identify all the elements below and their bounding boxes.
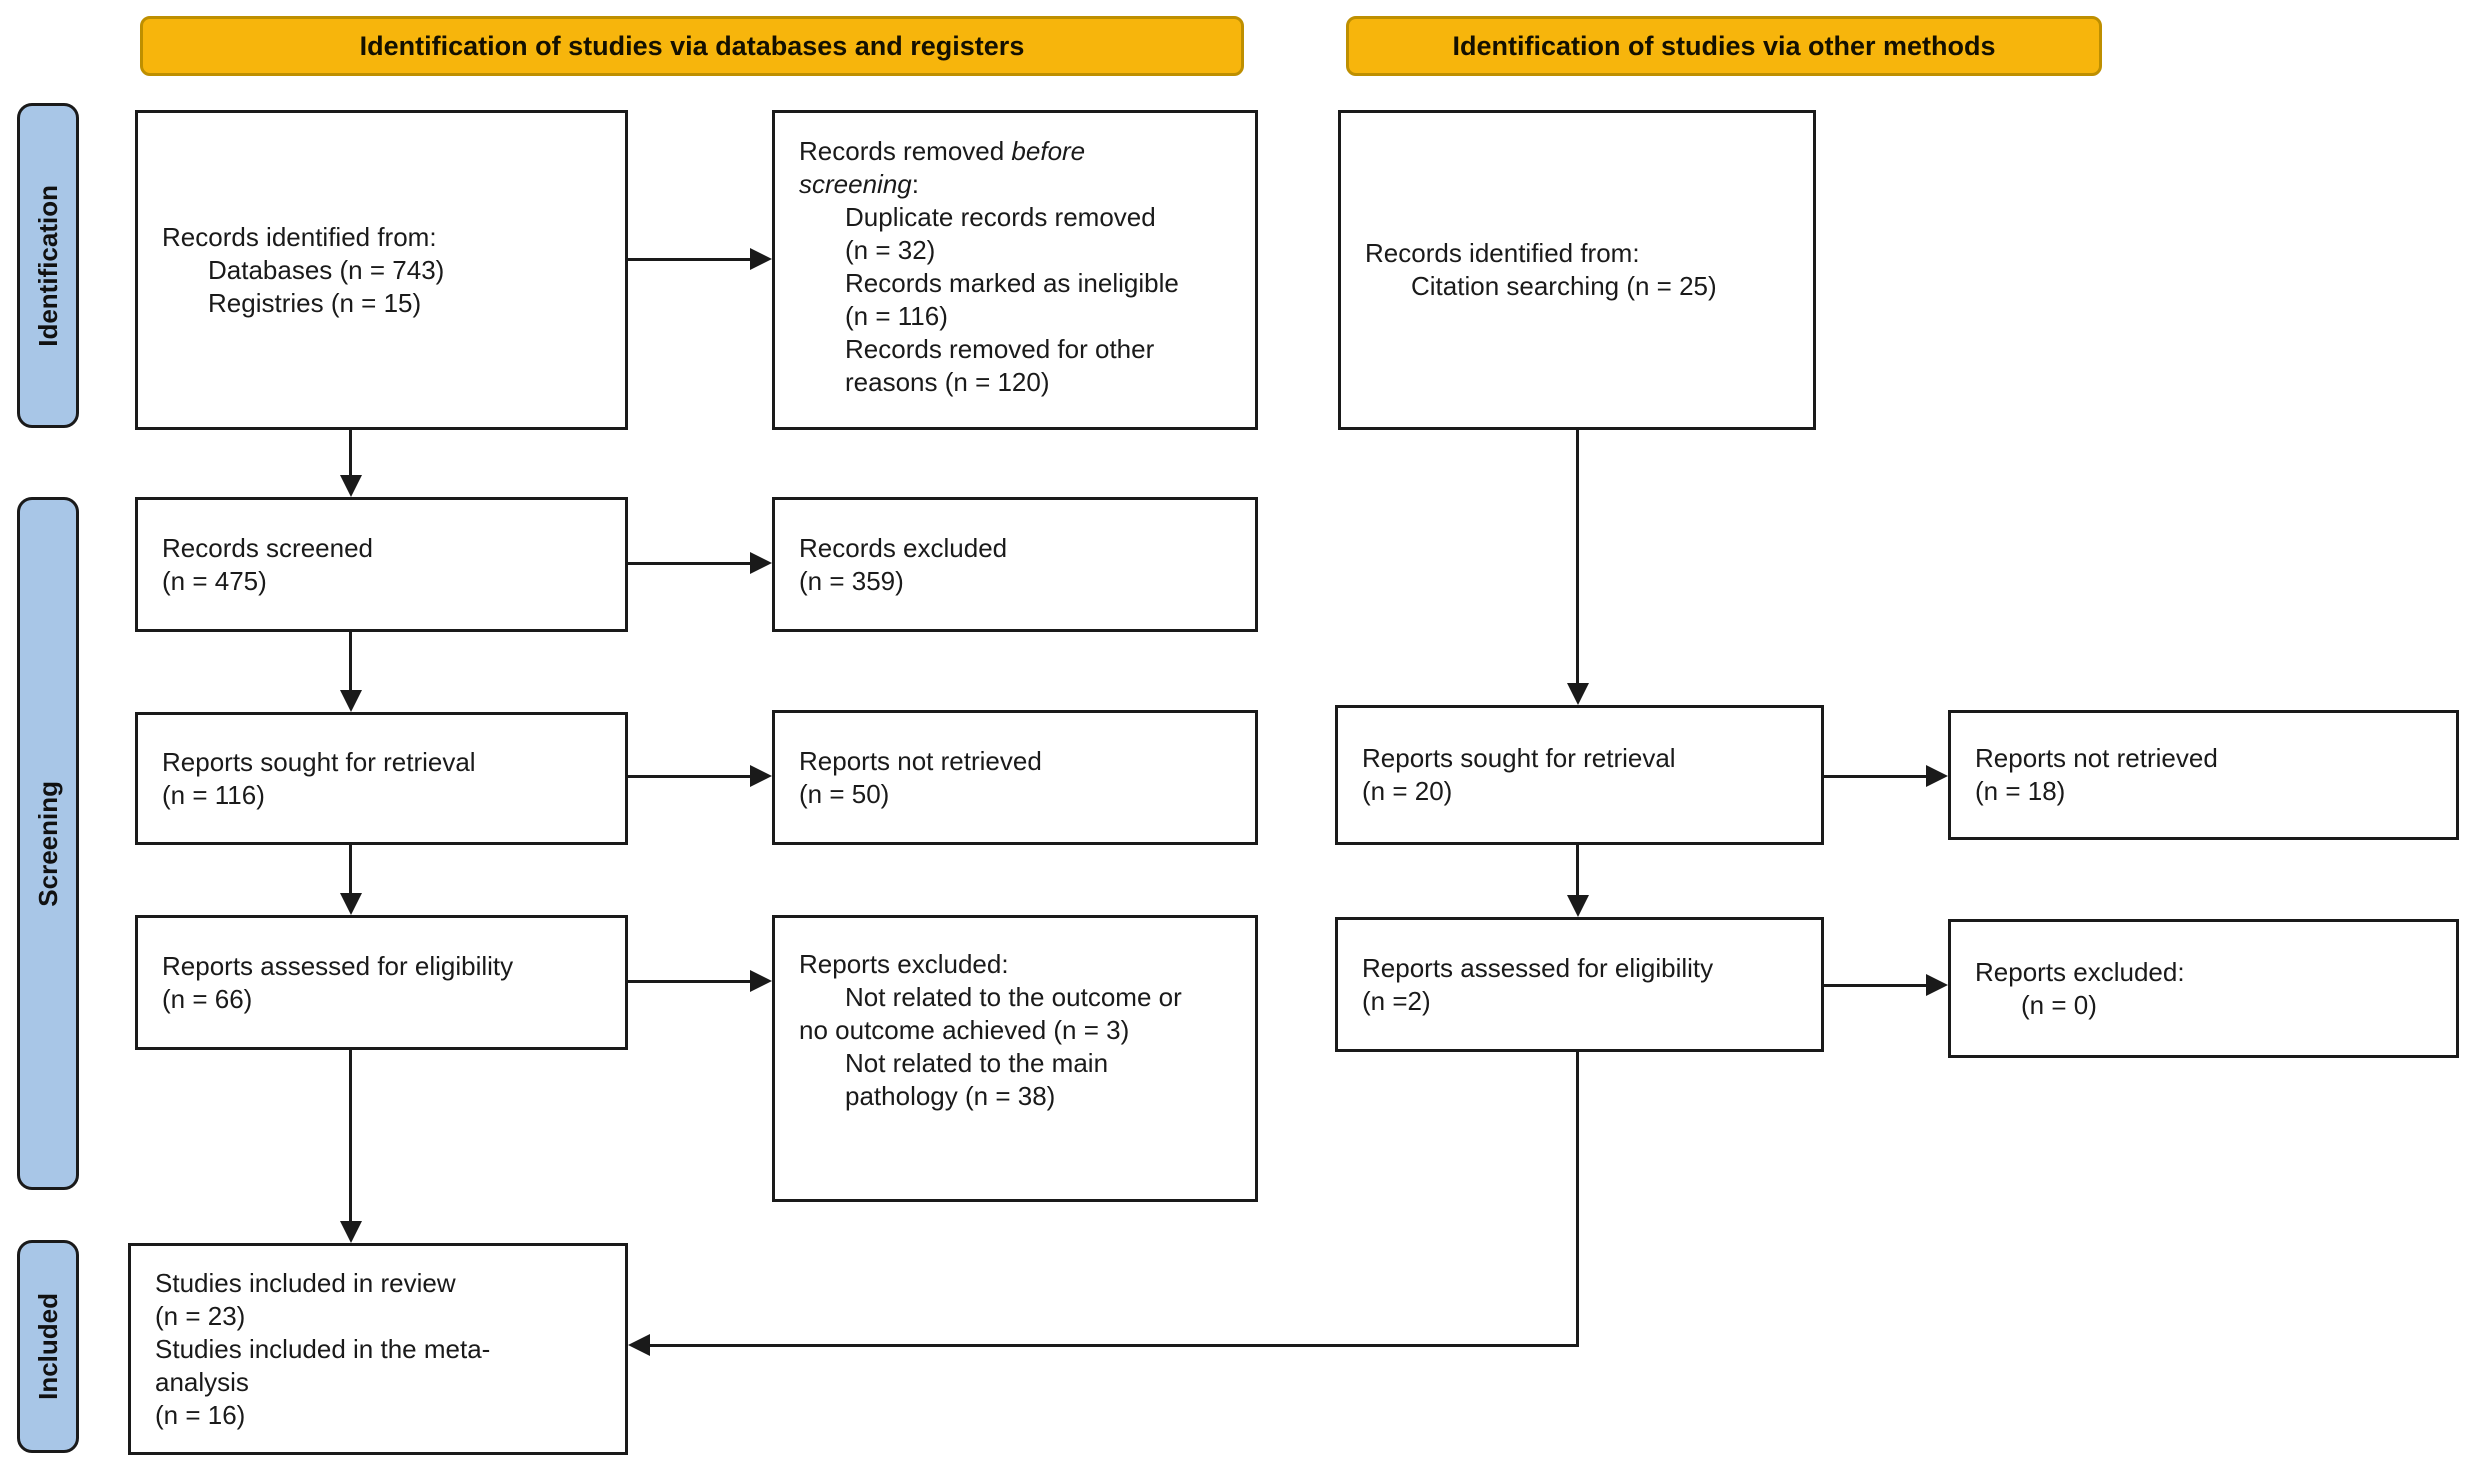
- box-reports-excluded-databases-text: [799, 948, 1182, 1113]
- arrow-assessed-to-excluded-line: [628, 980, 750, 983]
- arrow-sought-other-to-assessed-line: [1576, 845, 1579, 895]
- text-line: Studies included in the meta-: [155, 1333, 491, 1364]
- text-line: Reports not retrieved: [1975, 743, 2218, 773]
- box-reports-sought-databases-text: [162, 746, 476, 812]
- box-reports-sought-databases: [135, 712, 628, 845]
- box-records-identified-other-text: [1365, 237, 1717, 303]
- phase-screening: [17, 497, 79, 1190]
- box-reports-assessed-databases: [135, 915, 628, 1050]
- box-reports-assessed-databases-text: [162, 950, 513, 1016]
- arrow-citation-to-sought-line: [1576, 430, 1579, 683]
- arrow-citation-to-sought-head: [1567, 683, 1589, 705]
- text-line: Not related to the main: [845, 1048, 1109, 1078]
- text-line: screening:: [799, 169, 919, 199]
- text-line: Records removed for other: [845, 334, 1155, 364]
- text-line: Citation searching (n = 25): [1411, 271, 1717, 301]
- arrow-assessed-other-to-included-head: [628, 1334, 650, 1356]
- text-line: Records identified from:: [162, 221, 437, 252]
- text-line: Records screened: [162, 532, 373, 563]
- box-records-excluded: [772, 497, 1258, 632]
- text-line: (n = 116): [162, 779, 265, 810]
- box-studies-included: [128, 1243, 628, 1455]
- box-records-screened-text: [162, 532, 373, 598]
- text-line: (n = 50): [799, 778, 890, 809]
- box-records-identified-other: [1338, 110, 1816, 430]
- box-reports-not-retrieved-other-text: [1975, 742, 2218, 808]
- text-line: (n = 18): [1975, 776, 2066, 806]
- arrow-identified-to-screened-line: [349, 430, 352, 476]
- arrow-sought-other-to-assessed-head: [1567, 895, 1589, 917]
- banner-other-methods-label: Identification of studies via other methods: [1452, 30, 1996, 61]
- text-line: Records marked as ineligible: [845, 268, 1179, 298]
- text-line: Records identified from:: [1365, 238, 1640, 268]
- arrow-screened-to-excluded-line: [628, 562, 750, 565]
- arrow-assessed-other-to-included-hline: [650, 1344, 1579, 1347]
- text-line: Reports sought for retrieval: [162, 746, 476, 777]
- box-reports-sought-other: [1335, 705, 1824, 845]
- text-line: pathology (n = 38): [845, 1081, 1056, 1111]
- arrow-sought-other-to-notretrieved-line: [1824, 775, 1926, 778]
- arrow-assessed-other-to-included-vline: [1576, 1052, 1579, 1347]
- box-records-removed-before-screening-text: [799, 135, 1179, 399]
- box-reports-sought-other-text: [1362, 742, 1676, 808]
- phase-screening-label: Screening: [32, 780, 63, 907]
- arrow-sought-to-assessed-line: [349, 845, 352, 893]
- box-records-identified-databases: [135, 110, 628, 430]
- text-line: (n =2): [1362, 985, 1431, 1016]
- arrow-sought-to-notretrieved-head: [750, 765, 772, 787]
- arrow-screened-to-excluded-head: [750, 552, 772, 574]
- text-line: (n = 0): [2021, 989, 2097, 1020]
- box-studies-included-text: [155, 1267, 490, 1432]
- text-line: Records excluded: [799, 532, 1008, 563]
- text-line: (n = 16): [155, 1399, 246, 1430]
- text-line: Reports excluded:: [799, 949, 1009, 979]
- box-records-excluded-text: [799, 532, 1007, 598]
- phase-included-label: Included: [32, 1293, 63, 1400]
- arrow-assessed-other-to-excluded-head: [1926, 974, 1948, 996]
- text-line: (n = 20): [1362, 776, 1453, 806]
- box-records-removed-before-screening: [772, 110, 1258, 430]
- text-line: (n = 32): [845, 235, 936, 265]
- text-line: analysis: [155, 1366, 249, 1397]
- text-line: (n = 66): [162, 983, 253, 1014]
- text-line: (n = 359): [799, 565, 904, 596]
- phase-included: [17, 1240, 79, 1453]
- box-reports-not-retrieved-databases: [772, 710, 1258, 845]
- box-records-screened: [135, 497, 628, 632]
- text-line: Reports excluded:: [1975, 956, 2185, 987]
- box-reports-not-retrieved-databases-text: [799, 745, 1042, 811]
- box-reports-assessed-other-text: [1362, 952, 1713, 1018]
- arrow-screened-to-sought-head: [340, 690, 362, 712]
- arrow-sought-to-notretrieved-line: [628, 775, 750, 778]
- text-line: Not related to the outcome or: [845, 982, 1182, 1012]
- text-line: Duplicate records removed: [845, 202, 1156, 232]
- text-line: Databases (n = 743): [208, 254, 445, 285]
- box-reports-excluded-databases: [772, 915, 1258, 1202]
- phase-identification-label: Identification: [32, 184, 63, 347]
- text-line: Reports not retrieved: [799, 745, 1042, 776]
- text-line: Reports sought for retrieval: [1362, 743, 1676, 773]
- banner-databases-registers: [140, 16, 1244, 76]
- text-line: Records removed before: [799, 136, 1086, 166]
- arrow-sought-to-assessed-head: [340, 893, 362, 915]
- text-line: Studies included in review: [155, 1267, 456, 1298]
- text-line: reasons (n = 120): [845, 367, 1050, 397]
- box-reports-excluded-other: [1948, 919, 2459, 1058]
- arrow-identified-to-removed-head: [750, 248, 772, 270]
- box-reports-not-retrieved-other: [1948, 710, 2459, 840]
- arrow-assessed-to-included-line: [349, 1050, 352, 1221]
- text-line: Reports assessed for eligibility: [162, 950, 514, 981]
- arrow-identified-to-removed-line: [628, 258, 750, 261]
- text-line: (n = 23): [155, 1300, 246, 1331]
- text-line: (n = 475): [162, 565, 267, 596]
- banner-databases-registers-label: Identification of studies via databases and registers: [359, 30, 1025, 61]
- arrow-sought-other-to-notretrieved-head: [1926, 765, 1948, 787]
- arrow-identified-to-screened-head: [340, 475, 362, 497]
- phase-identification: [17, 103, 79, 428]
- text-line: Reports assessed for eligibility: [1362, 952, 1714, 983]
- box-records-identified-databases-text: [162, 221, 444, 320]
- text-line: (n = 116): [845, 301, 948, 331]
- text-line: Registries (n = 15): [208, 287, 422, 318]
- arrow-assessed-to-excluded-head: [750, 970, 772, 992]
- text-line: no outcome achieved (n = 3): [799, 1015, 1130, 1045]
- box-reports-assessed-other: [1335, 917, 1824, 1052]
- banner-other-methods: [1346, 16, 2102, 76]
- arrow-assessed-other-to-excluded-line: [1824, 984, 1926, 987]
- arrow-screened-to-sought-line: [349, 632, 352, 690]
- arrow-assessed-to-included-head: [340, 1221, 362, 1243]
- box-reports-excluded-other-text: [1975, 956, 2185, 1022]
